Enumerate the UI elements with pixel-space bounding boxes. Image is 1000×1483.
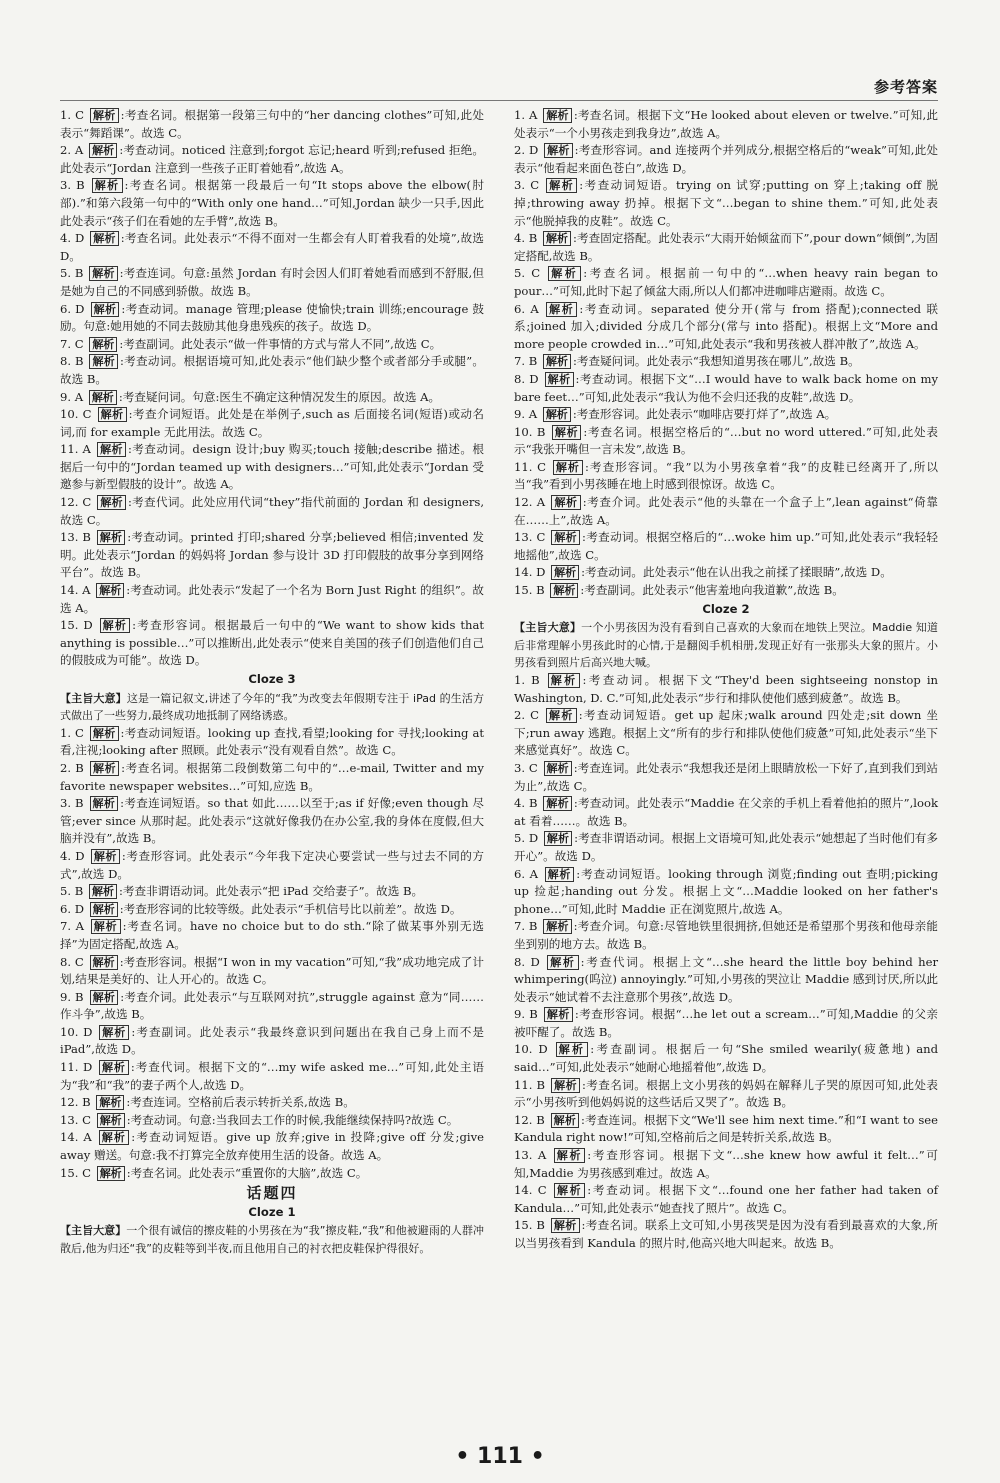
answer-text: :考查形容词。根据下文“…she knew how awful it felt…”可知,Maddie 为男孩感到难过。故选 A。	[514, 1148, 938, 1180]
answer-text: :考查动词。此处表示“Maddie 在父亲的手机上看着他拍的照片”,look at 看着……。故选 B。	[514, 796, 938, 828]
answer-text: :考查代词。此处应用代词“they”指代前面的 Jordan 和 designers,故选 C。	[60, 495, 485, 527]
answer-number: 11. B	[514, 1077, 546, 1092]
answer-text: :考查动词。根据语境可知,此处表示“他们缺少整个或者部分手或腿”。故选 B。	[60, 354, 485, 386]
answer-number: 11. D	[60, 1060, 93, 1075]
cloze-title: Cloze 3	[248, 672, 296, 686]
answer-text: :考查介词短语。此处是在举例子,such as 后面接名词(短语)或动名词,而 for example 无此用法。故选 C。	[60, 407, 485, 439]
answer-text: :考查副词。此处表示“我最终意识到问题出在我自己身上而不是 iPad”,故选 D。	[60, 1024, 485, 1057]
answer-item	[60, 265, 484, 300]
analysis-tag: 解析	[551, 1218, 580, 1233]
answer-text: :考查动词。根据下文“…I would have to walk back home on my bare feet…”可知,此处表示“我认为他不会归还我的皮鞋”,故选 D。	[514, 371, 939, 404]
answer-text: :考查副词。根据后一句“She smiled wearily(疲惫地) and said…”可知,此处表示“她耐心地摇着他”,故选 D。	[514, 1042, 939, 1075]
summary-paragraph	[514, 619, 938, 672]
answer-text: :考查动词。根据空格后的“…woke him up.”可知,此处表示“我轻轻地摇他”,故选 C。	[514, 530, 939, 562]
answer-item	[514, 1182, 938, 1217]
answer-number: 1. A	[514, 108, 538, 122]
right-column	[514, 107, 938, 1253]
analysis-tag: 解析	[90, 761, 119, 776]
answer-number: 10. B	[514, 424, 546, 439]
answer-number: 2. B	[60, 760, 84, 775]
analysis-tag: 解析	[544, 1007, 573, 1022]
answer-item	[60, 494, 484, 529]
answer-number: 6. A	[514, 301, 539, 316]
answer-text: :考查疑问词。此处表示“我想知道男孩在哪儿”,故选 B。	[572, 354, 860, 369]
answer-text: :考查动词。根据下文“They'd been sightseeing nonstop in Washington, D. C.”可知,此处表示“步行和排队使他们感到疲惫”。故选 B。	[514, 673, 938, 705]
answer-number: 14. D	[514, 565, 546, 580]
analysis-tag: 解析	[546, 708, 577, 723]
answer-text: :考查形容词。根据“I won in my vacation”可知,“我”成功地完成了计划,结果是美好的、让人开心的。故选 C。	[60, 954, 485, 987]
answer-text: :考查形容词。此处表示“咖啡店要打烊了”,故选 A。	[572, 407, 837, 422]
answer-number: 3. B	[60, 178, 85, 193]
answer-text: :考查介词。句意:尽管地铁里很拥挤,但她还是希望那个男孩和他母亲能坐到别的地方去。故选 B。	[514, 919, 939, 951]
answer-text: :考查副词。此处表示“做一件事情的方式与常人不同”,故选 C。	[119, 336, 442, 351]
answer-item	[60, 301, 484, 336]
answer-text: :考查代词。根据下文的“…my wife asked me…”可知,此处主语为“我”和“我”的妻子两个人,故选 D。	[60, 1060, 485, 1092]
answer-number: 13. A	[514, 1148, 547, 1163]
answer-item	[514, 1147, 938, 1182]
answer-text: :考查形容词。根据最后一句中的“We want to show kids that anything is possible…”可以推断出,此处表示“使来自美国的孩子们创造他们自己的假肢成为可能”。故选 D。	[60, 618, 485, 668]
analysis-tag: 解析	[546, 302, 577, 317]
answer-item	[514, 795, 938, 830]
analysis-tag: 解析	[553, 460, 583, 475]
analysis-tag: 解析	[89, 884, 117, 899]
analysis-tag: 解析	[96, 583, 124, 598]
answer-item	[60, 336, 484, 354]
answer-number: 13. C	[514, 530, 546, 545]
answer-item	[60, 1024, 484, 1059]
answer-item	[60, 353, 484, 388]
answer-text: :考查副词。此处表示“他害羞地向我道歉”,故选 B。	[580, 583, 844, 598]
answer-text: :考查动词。noticed 注意到;forgot 忘记;heard 听到;refused 拒绝。此处表示“Jordan 注意到一些孩子正盯着她看”,故选 A。	[60, 143, 484, 175]
answer-text: :考查形容词。此处表示“今年我下定决心要尝试一些与过去不同的方式”,故选 D。	[60, 848, 485, 881]
page-number: • 111 •	[455, 1444, 545, 1469]
answer-item	[514, 1217, 938, 1252]
analysis-tag: 解析	[554, 1183, 585, 1198]
analysis-tag: 解析	[543, 919, 571, 934]
answer-item	[60, 1129, 484, 1164]
answer-text: :考查形容词。“我”以为小男孩拿着“我”的皮鞋已经离开了,所以当“我”看到小男孩睡在地上时感到很惊讶。故选 C。	[514, 459, 939, 492]
summary-paragraph	[60, 690, 484, 725]
answer-text: :考查形容词的比较等级。此处表示“手机信号比以前差”。故选 D。	[119, 901, 462, 916]
cloze-title: Cloze 2	[702, 601, 750, 616]
answer-number: 9. A	[60, 389, 84, 404]
answer-item	[514, 406, 938, 424]
answer-number: 10. D	[60, 1024, 93, 1039]
answer-item	[514, 1006, 938, 1041]
answer-text: :考查名词。根据下文“He looked about eleven or twelve.”可知,此处表示“一个小男孩走到我身边”,故选 A。	[514, 108, 939, 140]
analysis-tag: 解析	[89, 354, 118, 369]
analysis-tag: 解析	[97, 495, 126, 510]
answer-number: 7. C	[60, 336, 84, 351]
answer-text: :考查固定搭配。此处表示“大雨开始倾盆而下”,pour down“倾倒”,为固定搭配,故选 B。	[514, 231, 939, 263]
answer-number: 13. C	[60, 1112, 91, 1127]
topic-title: 话题四	[246, 1184, 298, 1203]
answer-number: 12. B	[514, 1112, 545, 1127]
answer-item	[514, 459, 938, 494]
analysis-tag: 解析	[548, 266, 581, 281]
summary-label: 【主旨大意】	[60, 691, 127, 705]
analysis-tag: 解析	[543, 796, 571, 811]
summary-text: 一个很有诚信的擦皮鞋的小男孩在为“我”擦皮鞋,“我”和他被避雨的人群冲散后,他为归还“我”的皮鞋等到半夜,而且他用自己的衬衣把皮鞋保护得很好。	[60, 1224, 484, 1255]
answer-item	[60, 989, 484, 1024]
answer-number: 7. A	[60, 919, 85, 934]
analysis-tag: 解析	[89, 266, 117, 281]
answer-text: :考查名词。根据上文小男孩的妈妈在解释儿子哭的原因可知,此处表示“小男孩听到他妈妈说的这些话后又哭了”。故选 B。	[514, 1077, 939, 1110]
answer-text: :考查形容词。根据“…he let out a scream…”可知,Maddie 的父亲被吓醒了。故选 B。	[514, 1007, 938, 1039]
answer-number: 4. D	[60, 848, 85, 863]
answer-text: :考查动词短语。looking up 查找,看望;looking for 寻找;looking at 看,注视;looking after 照顾。此处表示“没有观看自然”。故选 C。	[60, 725, 485, 758]
analysis-tag: 解析	[97, 1113, 125, 1128]
answer-item	[60, 954, 484, 989]
answer-text: :考查连词。空格前后表示转折关系,故选 B。	[126, 1095, 355, 1110]
analysis-tag: 解析	[551, 565, 579, 580]
answer-text: :考查连词。根据下文“We'll see him next time.”和“I want to see Kandula right now!”可知,空格前后之间是转折关系,故选 B。	[514, 1112, 939, 1145]
answer-number: 6. D	[60, 901, 85, 916]
answer-text: :考查连词短语。so that 如此……以至于;as if 好像;even though 尽管;ever since 从那时起。此处表示“这就好像我仍在办公室,我的身体在度假,但大脑并没有”,故选 B。	[60, 796, 485, 846]
answer-item	[60, 848, 484, 883]
analysis-tag: 解析	[544, 143, 572, 158]
analysis-tag: 解析	[98, 407, 127, 422]
summary-paragraph	[60, 1222, 484, 1257]
answer-text: :考查动词短语。get up 起床;walk around 四处走;sit down 坐下;run away 逃跑。根据上文“所有的步行和排队使他们疲惫”可知,此处表示“坐下来感觉真好”。故选 C。	[514, 708, 939, 758]
answer-number: 10. C	[60, 407, 92, 422]
answer-number: 12. A	[514, 495, 546, 510]
analysis-tag: 解析	[554, 1148, 586, 1163]
analysis-tag: 解析	[92, 178, 123, 193]
answer-text: :考查动词。此处表示“他在认出我之前揉了揉眼睛”,故选 D。	[581, 565, 892, 580]
answer-item	[60, 725, 484, 760]
answer-number: 7. B	[514, 354, 538, 369]
answer-number: 5. D	[514, 831, 539, 846]
answer-number: 5. C	[514, 266, 541, 281]
analysis-tag: 解析	[91, 302, 120, 317]
answer-text: :考查非谓语动词。根据上文语境可知,此处表示“她想起了当时他们有多开心”。故选 D。	[514, 831, 939, 863]
answer-number: 9. A	[514, 407, 538, 422]
answer-text: :考查名词。根据空格后的“…but no word uttered.”可知,此处表示“我张开嘴但一言未发”,故选 B。	[514, 424, 938, 457]
analysis-tag: 解析	[546, 178, 577, 193]
answer-item	[514, 265, 938, 300]
answer-item	[514, 918, 938, 953]
analysis-tag: 解析	[548, 673, 581, 688]
answer-item	[514, 1112, 938, 1147]
answer-number: 4. D	[60, 231, 85, 246]
answer-number: 10. D	[514, 1042, 548, 1057]
cloze-title: Cloze 1	[248, 1204, 296, 1219]
answer-item	[514, 353, 938, 371]
analysis-tag: 解析	[551, 495, 580, 510]
analysis-tag: 解析	[99, 1025, 129, 1040]
analysis-tag: 解析	[543, 108, 572, 123]
answer-text: :考查动词。句意:当我回去工作的时候,我能继续保持吗?故选 C。	[126, 1112, 459, 1127]
answer-number: 2. D	[514, 143, 539, 158]
answer-number: 15. D	[60, 618, 93, 633]
answer-number: 11. C	[514, 459, 547, 474]
answer-item	[60, 883, 484, 901]
answer-item	[60, 177, 484, 230]
answer-item	[514, 866, 938, 919]
answer-item	[60, 1165, 484, 1183]
analysis-tag: 解析	[89, 337, 117, 352]
answer-number: 15. C	[60, 1165, 91, 1180]
answer-item	[514, 707, 938, 760]
answer-number: 13. B	[60, 530, 91, 545]
answer-number: 8. D	[514, 954, 540, 969]
analysis-tag: 解析	[99, 1130, 130, 1145]
answer-item	[60, 901, 484, 919]
answer-text: :考查疑问词。句意:医生不确定这种情况发生的原因。故选 A。	[118, 389, 441, 404]
analysis-tag: 解析	[90, 796, 119, 811]
answer-item	[514, 107, 938, 142]
analysis-tag: 解析	[545, 372, 574, 387]
answer-number: 9. B	[514, 1007, 538, 1022]
answer-text: :考查非谓语动词。此处表示“把 iPad 交给妻子”。故选 B。	[118, 884, 424, 899]
answer-item	[514, 1041, 938, 1076]
answer-number: 14. C	[514, 1183, 547, 1198]
analysis-tag: 解析	[545, 867, 575, 882]
analysis-tag: 解析	[551, 530, 580, 545]
answer-item	[60, 441, 484, 494]
answer-item	[514, 529, 938, 564]
answer-item	[514, 582, 938, 600]
answer-item	[514, 177, 938, 230]
analysis-tag: 解析	[543, 407, 571, 422]
analysis-tag: 解析	[90, 902, 118, 917]
answer-number: 11. A	[60, 442, 91, 457]
answer-item	[514, 424, 938, 459]
answer-number: 4. B	[514, 231, 538, 246]
answer-number: 2. C	[514, 708, 539, 723]
answer-item	[60, 107, 484, 142]
analysis-tag: 解析	[90, 955, 118, 970]
answer-item	[60, 795, 484, 848]
answer-number: 8. B	[60, 354, 84, 369]
analysis-tag: 解析	[551, 1078, 580, 1093]
analysis-tag: 解析	[543, 231, 571, 246]
answer-number: 14. A	[60, 1130, 92, 1145]
answer-text: :考查名词。此处表示“不得不面对一生都会有人盯着我看的处境”,故选 D。	[60, 231, 485, 263]
analysis-tag: 解析	[552, 425, 582, 440]
answer-number: 8. C	[60, 954, 84, 969]
answer-text: :考查动词。根据下文“…found one her father had taken of Kandula…”可知,此处表示“她查找了照片”。故选 C。	[514, 1183, 939, 1215]
analysis-tag: 解析	[96, 1095, 124, 1110]
analysis-tag: 解析	[90, 108, 119, 123]
answer-number: 3. C	[514, 760, 538, 775]
answer-number: 2. A	[60, 143, 84, 158]
summary-label: 【主旨大意】	[60, 1224, 127, 1238]
analysis-tag: 解析	[97, 442, 126, 457]
analysis-tag: 解析	[551, 1113, 579, 1128]
analysis-tag: 解析	[556, 1042, 589, 1057]
answer-text: :考查名词。联系上文可知,小男孩哭是因为没有看到最喜欢的大象,所以当男孩看到 Kandula 的照片时,他高兴地大叫起来。故选 B。	[514, 1218, 939, 1250]
answer-number: 12. B	[60, 1095, 91, 1110]
analysis-tag: 解析	[89, 143, 117, 158]
answer-text: :考查动词短语。give up 放弃;give in 投降;give off 分发;give away 赠送。句意:我不打算完全放弃使用生活的设备。故选 A。	[60, 1130, 485, 1163]
answer-item	[60, 760, 484, 795]
analysis-tag: 解析	[97, 530, 125, 545]
answer-text: :考查名词。根据前一句中的“…when heavy rain began to pour…”可知,此时下起了倾盆大雨,所以人们都冲进咖啡店避雨。故选 C。	[514, 266, 938, 298]
answer-text: :考查动词。design 设计;buy 购买;touch 接触;describe 描述。根据后一句中的“Jordan teamed up with designers…”可知,此处表示“Jordan 受邀参与新型假肢的设计”。故选 A。	[60, 442, 485, 492]
answer-number: 12. C	[60, 495, 92, 510]
analysis-tag: 解析	[99, 1060, 129, 1075]
answer-item	[60, 406, 484, 441]
answer-item	[514, 672, 938, 707]
analysis-tag: 解析	[544, 761, 572, 776]
answer-number: 4. B	[514, 796, 538, 811]
summary-text: 一个小男孩因为没有看到自己喜欢的大象而在地铁上哭泣。Maddie 知道后非常理解小男孩此时的心情,于是翻阅手机相册,发现正好有一张那头大象的照片。小男孩看到照片后高兴地大喊。	[514, 621, 939, 670]
answer-number: 15. B	[514, 1218, 545, 1233]
answer-text: :考查连词。此处表示“我想我还是闭上眼睛放松一下好了,直到我们到站为止”,故选 C。	[514, 760, 938, 793]
answer-item	[514, 954, 938, 1007]
answer-item	[60, 389, 484, 407]
summary-label: 【主旨大意】	[514, 621, 582, 635]
answer-text: :考查连词。句意:虽然 Jordan 有时会因人们盯着她看而感到不舒服,但是她为自己的不同感到骄傲。故选 B。	[60, 266, 484, 298]
analysis-tag: 解析	[91, 849, 120, 864]
answer-text: :考查形容词。and 连接两个并列成分,根据空格后的“weak”可知,此处表示“他看起来面色苍白”,故选 D。	[514, 143, 939, 175]
answer-number: 1. C	[60, 108, 84, 122]
answer-item	[60, 529, 484, 582]
answer-number: 15. B	[514, 583, 545, 598]
answer-text: :考查名词。have no choice but to do sth.“除了做某事外别无选择”为固定搭配,故选 A。	[60, 919, 485, 951]
answer-number: 5. B	[60, 884, 84, 899]
answer-item	[60, 617, 484, 670]
answer-item	[514, 301, 938, 354]
answer-item	[514, 142, 938, 177]
analysis-tag: 解析	[547, 955, 578, 970]
answer-text: :考查动词短语。trying on 试穿;putting on 穿上;taking off 脱掉;throwing away 扔掉。根据下文“…began to shine them.”可知,此处表示“他脱掉我的皮鞋”。故选 C。	[514, 178, 938, 228]
summary-text: 这是一篇记叙文,讲述了今年的“我”为改变去年假期专注于 iPad 的生活方式做出了一些努力,最终成功地抵制了网络诱惑。	[60, 691, 485, 723]
answer-text: :考查动词。separated 使分开(常与 from 搭配);connected 联系;joined 加入;divided 分成几个部分(常与 into 搭配)。根据上文“More and more people crowded in…”可知,此处表示“我和男孩被人群冲散了”,故选 A。	[514, 301, 939, 351]
answer-item	[60, 1112, 484, 1130]
answer-number: 1. C	[60, 725, 84, 740]
analysis-tag: 解析	[90, 990, 119, 1005]
answer-item	[514, 230, 938, 265]
analysis-tag: 解析	[90, 726, 119, 741]
answer-number: 1. B	[514, 673, 540, 687]
answer-number: 5. B	[60, 266, 84, 281]
answer-text: :考查名词。根据第一段第三句中的“her dancing clothes”可知,此处表示“舞蹈课”。故选 C。	[60, 108, 485, 140]
answer-number: 9. B	[60, 989, 84, 1004]
answer-text: :考查介词。此处表示“与互联网对抗”,struggle against 意为“同……作斗争”,故选 B。	[60, 989, 484, 1022]
answer-item	[60, 582, 484, 617]
answer-item	[60, 230, 484, 265]
answer-text: :考查介词。此处表示“他的头靠在一个盒子上”,lean against“倚靠在……上”,故选 A。	[514, 495, 939, 527]
page-header: 参考答案	[873, 78, 938, 96]
answer-item	[514, 1077, 938, 1112]
answer-item	[60, 918, 484, 953]
left-column	[60, 107, 484, 1258]
answer-text: :考查名词。此处表示“重置你的大脑”,故选 C。	[126, 1165, 368, 1180]
answer-item	[514, 371, 938, 406]
answer-number: 6. D	[60, 301, 85, 316]
answer-number: 6. A	[514, 866, 538, 881]
answer-item	[514, 760, 938, 795]
analysis-tag: 解析	[550, 583, 578, 598]
answer-text: :考查名词。根据第一段最后一句“It stops above the elbow(肘部).”和第六段第一句中的“With only one hand…”可知,Jordan 缺少一只手,因此此处表示“孩子们在看她的左手臂”,故选 B。	[60, 178, 485, 228]
answer-text: :考查动词短语。looking through 浏览;finding out 查明;picking up 捡起;handing out 分发。根据上文“…Maddie looked on her father's phone…”可知,此时 Maddie 正在浏览照片,故选 A。	[514, 866, 939, 916]
answer-number: 8. D	[514, 371, 539, 386]
answer-item	[60, 1094, 484, 1112]
answer-item	[60, 142, 484, 177]
analysis-tag: 解析	[89, 390, 117, 405]
analysis-tag: 解析	[91, 919, 121, 934]
analysis-tag: 解析	[543, 354, 571, 369]
header-rule	[60, 100, 938, 101]
answer-number: 7. B	[514, 919, 538, 934]
answer-number: 14. A	[60, 583, 91, 598]
analysis-tag: 解析	[544, 831, 572, 846]
answer-text: :考查代词。根据上文“…she heard the little boy behind her whimpering(呜泣) annoyingly.”可知,小男孩的哭泣让 Maddie 感到讨厌,所以此处表示“她试着不去注意那个男孩”,故选 D。	[514, 954, 939, 1004]
answer-item	[60, 1059, 484, 1094]
answer-item	[514, 564, 938, 582]
answer-number: 3. C	[514, 178, 540, 193]
answer-text: :考查动词。此处表示“发起了一个名为 Born Just Right 的组织”。故选 A。	[60, 583, 485, 615]
answer-item	[514, 830, 938, 865]
answer-item	[514, 494, 938, 529]
answer-text: :考查动词。manage 管理;please 使愉快;train 训练;encourage 鼓励。句意:她用她的不同去鼓励其他身患残疾的孩子。故选 D。	[60, 301, 485, 334]
analysis-tag: 解析	[97, 1166, 125, 1181]
analysis-tag: 解析	[90, 231, 119, 246]
answer-number: 3. B	[60, 796, 84, 811]
analysis-tag: 解析	[100, 618, 130, 633]
answer-text: :考查名词。根据第二段倒数第二句中的“…e-mail, Twitter and my favorite newspaper websites…”可知,应选 B。	[60, 760, 484, 793]
answer-text: :考查动词。printed 打印;shared 分享;believed 相信;invented 发明。此处表示“Jordan 的妈妈将 Jordan 参与设计 3D 打印假肢的故事分享到网络平台”。故选 B。	[60, 530, 484, 580]
